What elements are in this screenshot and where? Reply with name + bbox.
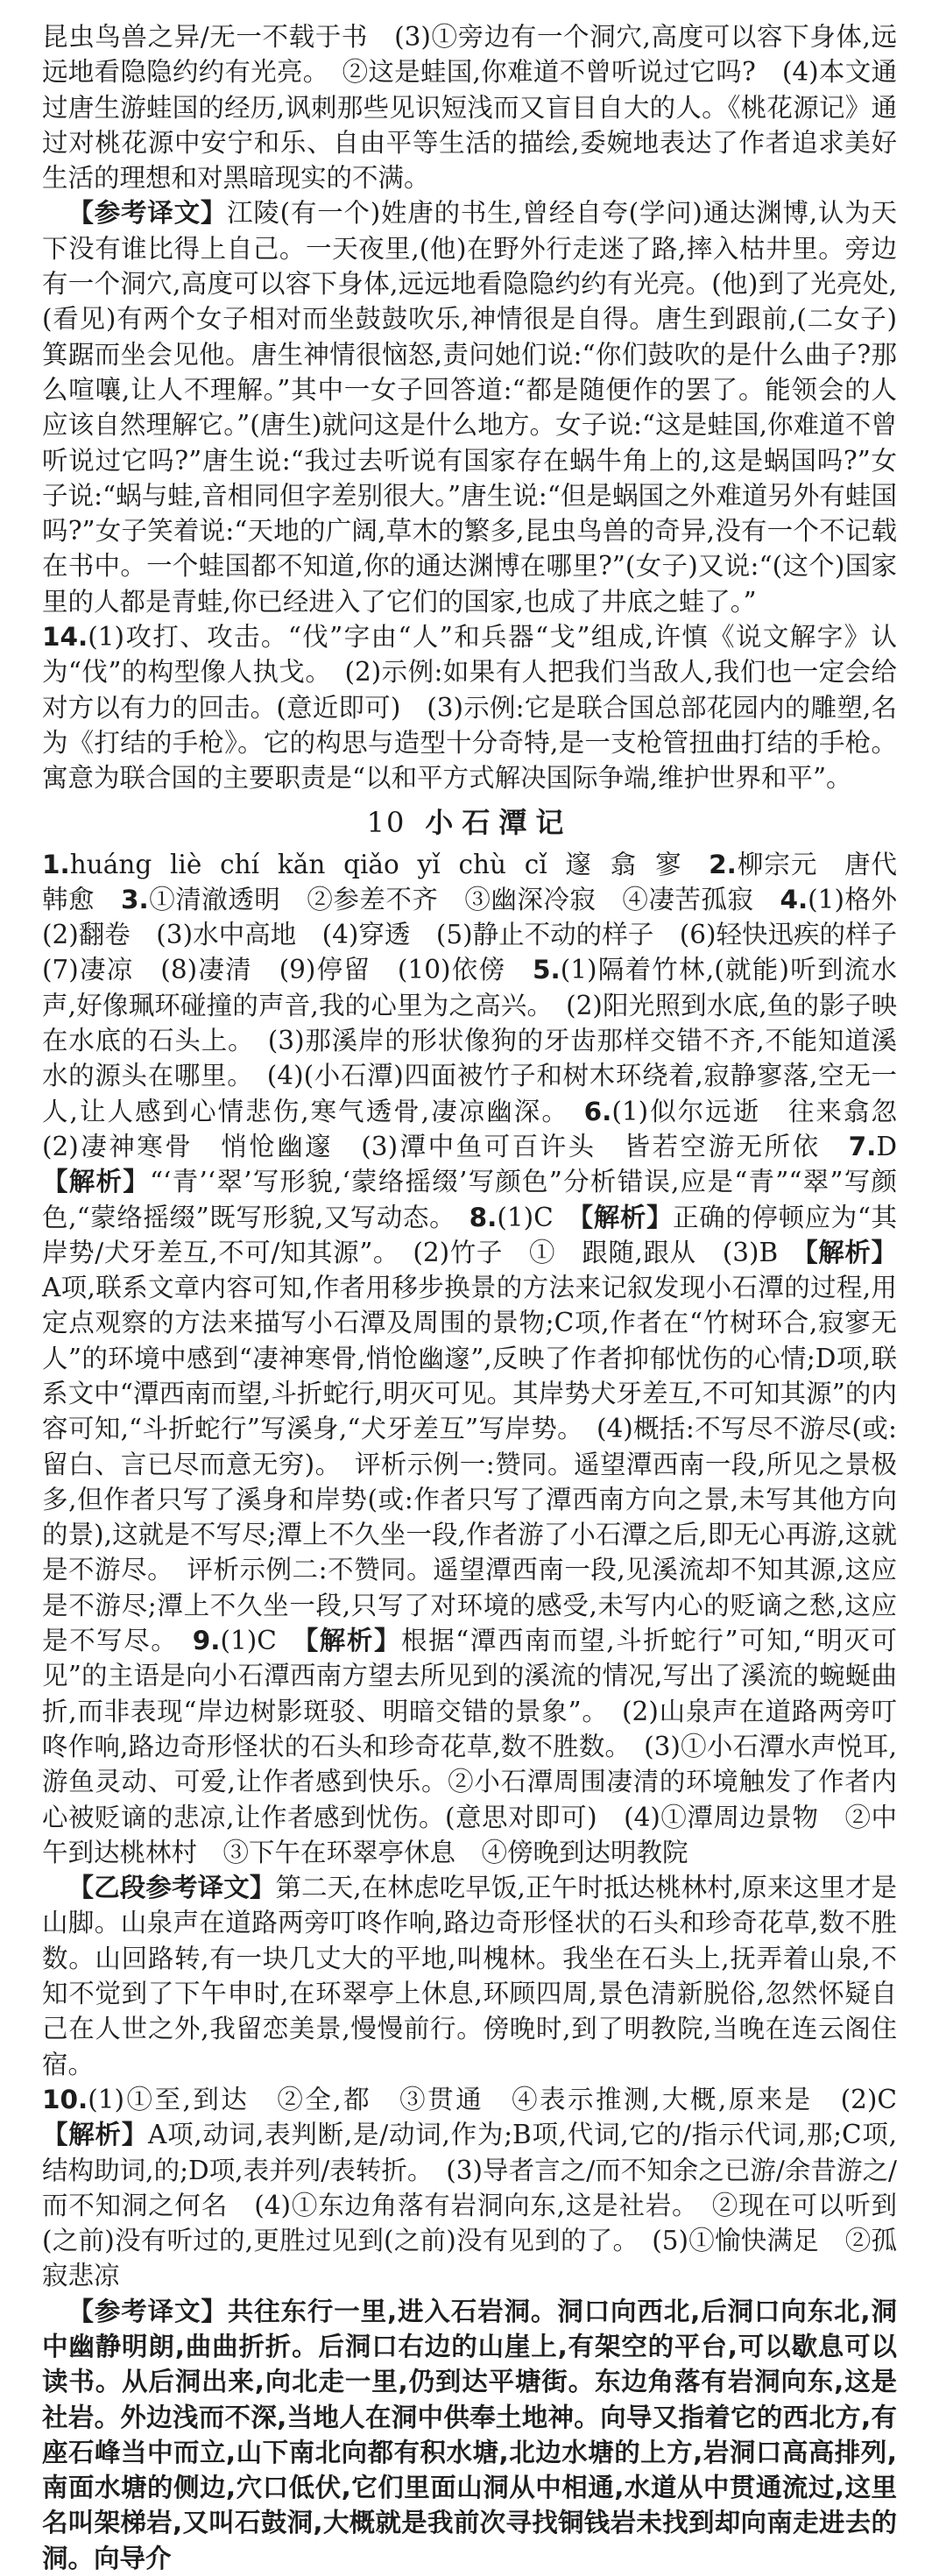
question-10 <box>42 2082 923 2294</box>
prev-translation-paragraph <box>42 195 897 619</box>
question-answer: 柳宗元 唐代 韩愈 <box>42 849 923 914</box>
question-answer: (1)格外 (2)翻卷 (3)水中高地 (4)穿透 (5)静止不动的样子 (6)轻快迅疾的样子 (7)凄凉 (8)凄清 (9)停留 (10)依傍 <box>42 884 923 985</box>
translation-text: 江陵(有一个)姓唐的书生,曾经自夸(学问)通达渊博,认为天下没有谁比得上自己。一天夜里,(他)在野外行走迷了路,摔入枯井里。旁边有一个洞穴,高度可以容下身体,远远地看隐隐约约有光亮。(他)到了光亮处,(看见)有两个女子相对而坐鼓鼓吹乐,神情很是自得。唐生到跟前,(二女子)箕踞而坐会见他。唐生神情很恼怒,责问她们说:“你们鼓吹的是什么曲子?那么喧嚷,让人不理解。”其中一女子回答道:“都是随便作的罢了。能领会的人应该自然理解它。”(唐生)就问这是什么地方。女子说:“这是蛙国,你难道不曾听说过它吗?”唐生说:“我过去听说有国家存在蜗牛角上的,这是蜗国吗?”女子说:“蜗与蛙,音相同但字差别很大。”唐生说:“但是蜗国之外难道另外有蛙国吗?”女子笑着说:“天地的广阔,草木的繁多,昆虫鸟兽的奇异,没有一个不记载在书中。一个蛙国都不知道,你的通达渊博在哪里?”(女子)又说:“(这个)国家里的人都是青蛙,你已经进入了它们的国家,也成了井底之蛙了。” <box>42 198 897 617</box>
question-number: 7. <box>848 1131 877 1161</box>
question-number: 10. <box>42 2084 88 2114</box>
analysis-text: 根据“潭西南而望,斗折蛇行”可知,“明灭可见”的主语是向小石潭西南方望去所见到的溪流的情况,写出了溪流的蜿蜒曲折,而非表现“岸边树影斑驳、明暗交错的景象”。 (2)山泉声在道路两旁叮咚作响,路边奇形怪状的石头和珍奇花草,数不胜数。 (3)①小石潭水声悦耳,游鱼灵动、可爱,让作者感到快乐。②小石潭周围凄清的环境触发了作者内心被贬谪的悲凉,让作者感到忧伤。(意思对即可) (4)①潭周边景物 ②中午到达桃林村 ③下午在环翠亭休息 ④傍晚到达明教院 <box>42 1626 897 1867</box>
prev-answer-paragraph: 昆虫鸟兽之异/无一不载于书 (3)①旁边有一个洞穴,高度可以容下身体,远远地看隐隐约约有光亮。 ②这是蛙国,你难道不曾听说过它吗? (4)本文通过唐生游蛙国的经历,讽刺那些见识短浅而又盲目自大的人。《桃花源记》通过对桃花源中安宁和乐、自由平等生活的描绘,委婉地表达了作者追求美好生活的理想和对黑暗现实的不满。 <box>42 22 897 194</box>
question-14 <box>42 619 897 795</box>
analysis-text: “‘青’‘翠’写形貌,‘蒙络摇缀’写颜色”分析错误,应是“青”“翠”写颜色,“蒙络摇缀”既写形貌,又写动态。 <box>42 1167 897 1232</box>
question-answer: ①清澈透明 ②参差不齐 ③幽深冷寂 ④凄苦孤寂 <box>148 884 780 914</box>
analysis-text: 正确的停顿应为“其岸势/犬牙差互,不可/知其源”。 (2)竹子 ① 跟随,跟从 (3)B <box>42 1202 898 1267</box>
question-number: 8. <box>469 1202 498 1232</box>
question-answer: (1)C <box>220 1626 306 1656</box>
translation-text: 第二天,在林虑吃早饭,正午时抵达桃林村,原来这里才是山脚。山泉声在道路两旁叮咚作响,路边奇形怪状的石头和珍奇花草,数不胜数。山回路转,有一块几丈大的平地,叫槐林。我坐在石头上,抚弄着山泉,不知不觉到了下午申时,在环翠亭上休息,环顾四周,景色清新脱俗,忽然怀疑自己在人世之外,我留恋美景,慢慢前行。傍晚时,到了明教院,当晚在连云阁住宿。 <box>42 1873 897 2079</box>
analysis-label: 【解析】 <box>580 1202 674 1232</box>
analysis-label: 【解析】 <box>305 1626 402 1656</box>
translation-text: 共往东行一里,进入石岩洞。洞口向西北,后洞口向东北,洞中幽静明朗,曲曲折折。后洞口右边的山崖上,有架空的平台,可以歇息可以读书。从后洞出来,向北走一里,仍到达平塘街。东边角落有岩洞向东,这是社岩。外边浅而不深,当地人在洞中供奉土地神。向导又指着它的西北方,有座石峰当中而立,山下南北向都有积水塘,北边水塘的上方,岩洞口高高排列,南面水塘的侧边,穴口低伏,它们里面山洞从中相通,水道从中贯通流过,这里名叫架梯岩,又叫石鼓洞,大概就是我前次寻找铜钱岩未找到却向南走进去的洞。向导介 <box>42 2296 897 2573</box>
question-number: 6. <box>583 1096 612 1126</box>
translation-label: 【参考译文】 <box>67 198 228 229</box>
analysis-label: 【解析】 <box>42 2120 149 2150</box>
question-number: 14. <box>42 622 88 653</box>
translation-paragraph-final <box>42 2294 897 2576</box>
section-number: 10 <box>366 805 406 839</box>
analysis-label: 【解析】 <box>804 1237 897 1267</box>
question-answer: (1)隔着竹林,(就能)听到流水声,好像珮环碰撞的声音,我的心里为之高兴。 (2)阳光照到水底,鱼的影子映在水底的石头上。 (3)那溪岸的形状像狗的牙齿那样交错不齐,不能知道溪水的源头在哪里。 (4)(小石潭)四面被竹子和树木环绕着,寂静寥落,空无一人,让人感到心情悲伤,寒气透骨,凄凉幽深。 <box>42 955 897 1126</box>
question-answer: (1)C <box>497 1202 581 1232</box>
analysis-text: A项,动词,表判断,是/动词,作为;B项,代词,它的/指示代词,那;C项,结构助词,的;D项,表并列/表转折。 (3)导者言之/而不知余之已游/余昔游之/而不知洞之何名 (4)①东边角落有岩洞向东,这是社岩。 ②现在可以听到(之前)没有听过的,更胜过见到(之前)没有见到的了。 (5)①愉快满足 ②孤寂悲凉 <box>42 2120 897 2291</box>
question-answer: D <box>876 1131 923 1161</box>
translation-label: 【乙段参考译文】 <box>67 1873 276 1903</box>
question-number: 4. <box>780 884 808 914</box>
section-title <box>42 803 897 842</box>
question-answer: (1)攻打、攻击。“伐”字由“人”和兵器“戈”组成,许慎《说文解字》认为“伐”的构型像人执戈。 (2)示例:如果有人把我们当敌人,我们也一定会给对方以有力的回击。(意近即可) (3)示例:它是联合国总部花园内的雕塑,名为《打结的手枪》。它的构思与造型十分奇特,是一支枪管扭曲打结的手枪。寓意为联合国的主要职责是“以和平方式解决国际争端,维护世界和平”。 <box>42 622 897 794</box>
analysis-label: 【解析】 <box>42 1167 150 1197</box>
section-name: 小石潭记 <box>425 805 573 839</box>
question-answer: huáng liè chí kǎn qiǎo yǐ chù cǐ 邃 翕 寥 <box>69 849 710 879</box>
question-number: 3. <box>121 884 149 914</box>
question-number: 9. <box>192 1626 221 1656</box>
question-number: 2. <box>709 849 737 879</box>
translation-label: 【参考译文】 <box>67 2296 228 2326</box>
answers-block <box>42 847 923 1871</box>
question-number: 1. <box>42 849 70 879</box>
question-number: 5. <box>533 955 561 985</box>
translation-paragraph-b <box>42 1870 897 2082</box>
question-answer: (1)似尔远逝 往来翕忽 (2)凄神寒骨 悄怆幽邃 (3)潭中鱼可百许头 皆若空游无所依 <box>42 1096 923 1161</box>
analysis-text: A项,联系文章内容可知,作者用移步换景的方法来记叙发现小石潭的过程,用定点观察的方法来描写小石潭及周围的景物;C项,作者在“竹树环合,寂寥无人”的环境中感到“凄神寒骨,悄怆幽邃”,反映了作者抑郁忧伤的心情;D项,联系文中“潭西南而望,斗折蛇行,明灭可见。其岸势犬牙差互,不可知其源”的内容可知,“斗折蛇行”写溪身,“犬牙差互”写岸势。 (4)概括:不写尽不游尽(或:留白、言已尽而意无穷)。 评析示例一:赞同。遥望潭西南一段,所见之景极多,但作者只写了溪身和岸势(或:作者只写了潭西南方向之景,未写其他方向的景),这就是不写尽;潭上不久坐一段,作者游了小石潭之后,即无心再游,这就是不游尽。 评析示例二:不赞同。遥望潭西南一段,见溪流却不知其源,这应是不游尽;潭上不久坐一段,只写了对环境的感受,未写内心的贬谪之愁,这应是不写尽。 <box>42 1273 897 1656</box>
question-answer: (1)①至,到达 ②全,都 ③贯通 ④表示推测,大概,原来是 (2)C <box>88 2084 923 2114</box>
